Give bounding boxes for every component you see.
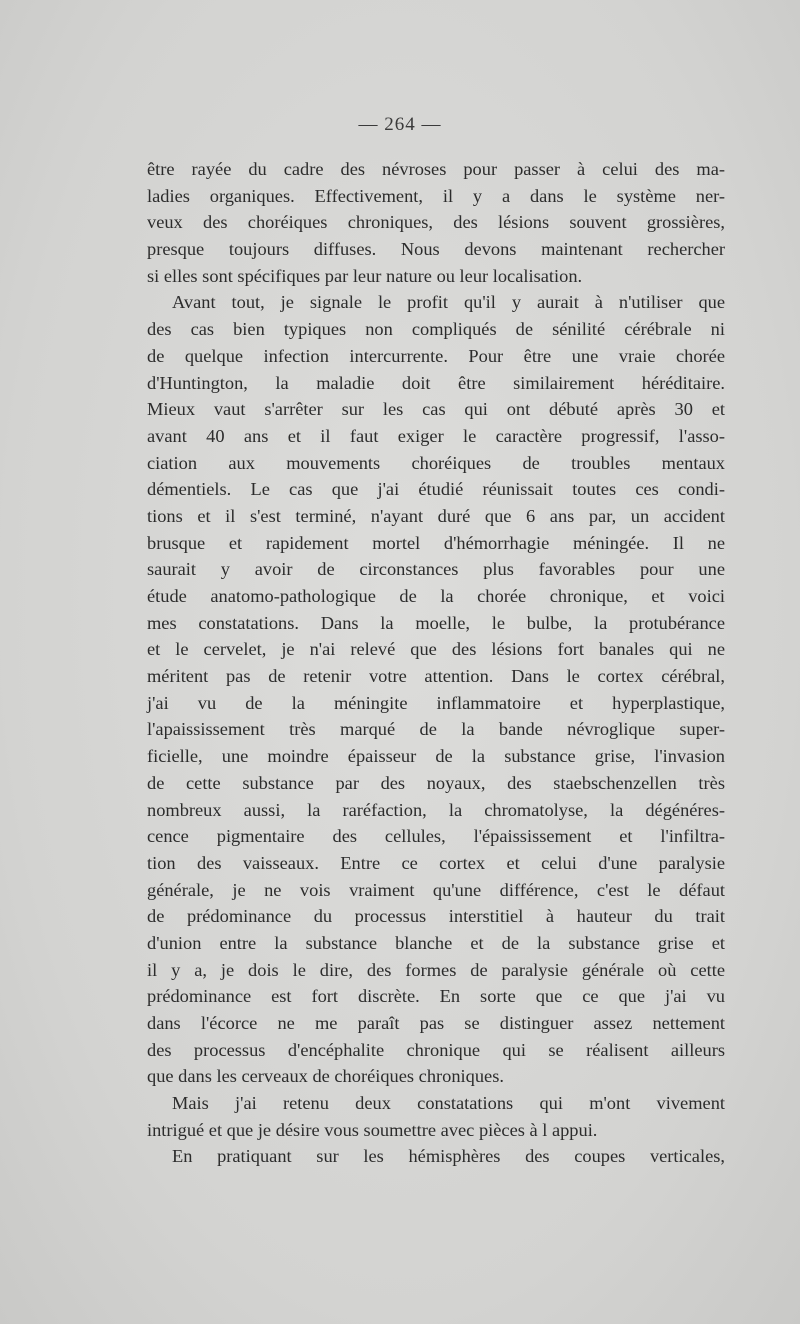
text-line: l'apaississement très marqué de la bande névroglique super- [147,719,725,740]
text-line: En pratiquant sur les hémisphères des coupes verticales, [172,1146,725,1167]
text-line: cence pigmentaire des cellules, l'épaississement et l'infiltra- [147,826,725,847]
text-line: des cas bien typiques non compliqués de sénilité cérébrale ni [147,319,725,340]
text-line: si elles sont spécifiques par leur nature ou leur localisation. [147,265,583,286]
body-text [147,156,725,1170]
text-line: il y a, je dois le dire, des formes de paralysie générale où cette [147,959,725,980]
page-number: — 264 — [358,114,442,135]
text-line: Mais j'ai retenu deux constatations qui m'ont vivement [172,1093,725,1114]
text-line: dans l'écorce ne me paraît pas se distinguer assez nettement [147,1013,725,1033]
text-line: que dans les cerveaux de choréiques chroniques. [147,1066,504,1087]
text-line: méritent pas de retenir votre attention. Dans le cortex cérébral, [147,666,725,687]
text-line: des processus d'encéphalite chronique qui se réalisent ailleurs [147,1039,725,1060]
text-line: ficielle, une moindre épaisseur de la substance grise, l'invasion [147,746,725,767]
text-line: intrigué et que je désire vous soumettre avec pièces à l appui. [147,1119,598,1140]
text-line: d'Huntington, la maladie doit être similairement héréditaire. [147,372,725,393]
text-line: étude anatomo-pathologique de la chorée chronique, et voici [147,586,725,606]
text-line: d'union entre la substance blanche et de la substance grise et [147,932,725,953]
text-line: de cette substance par des noyaux, des staebschenzellen très [147,772,725,793]
text-line: de quelque infection intercurrente. Pour être une vraie chorée [147,345,725,366]
text-line: générale, je ne vois vraiment qu'une différence, c'est le défaut [147,879,725,900]
text-line: tions et il s'est terminé, n'ayant duré que 6 ans par, un accident [147,505,725,526]
text-line: démentiels. Le cas que j'ai étudié réunissait toutes ces condi- [147,479,725,500]
text-line: presque toujours diffuses. Nous devons maintenant rechercher [147,239,725,260]
text-line: et le cervelet, je n'ai relevé que des lésions fort banales qui ne [147,639,725,660]
text-line: j'ai vu de la méningite inflammatoire et hyperplastique, [147,692,725,713]
text-line: Avant tout, je signale le profit qu'il y aurait à n'utiliser que [172,292,725,313]
text-line: tion des vaisseaux. Entre ce cortex et celui d'une paralysie [147,852,725,873]
text-line: ciation aux mouvements choréiques de troubles mentaux [147,452,725,473]
text-line: avant 40 ans et il faut exiger le caractère progressif, l'asso- [147,425,725,446]
text-line: de prédominance du processus interstitiel à hauteur du trait [147,906,725,927]
text-line: prédominance est fort discrète. En sorte que ce que j'ai vu [147,986,725,1007]
text-line: ladies organiques. Effectivement, il y a dans le système ner- [147,185,725,206]
text-line: Mieux vaut s'arrêter sur les cas qui ont débuté après 30 et [147,399,725,420]
text-line: être rayée du cadre des névroses pour passer à celui des ma- [147,159,725,179]
text-line: nombreux aussi, la raréfaction, la chromatolyse, la dégénéres- [147,799,725,820]
text-line: saurait y avoir de circonstances plus favorables pour une [147,559,725,580]
text-line: brusque et rapidement mortel d'hémorrhagie méningée. Il ne [147,532,725,553]
text-line: veux des choréiques chroniques, des lésions souvent grossières, [147,212,725,233]
text-line: mes constatations. Dans la moelle, le bulbe, la protubérance [147,612,725,633]
